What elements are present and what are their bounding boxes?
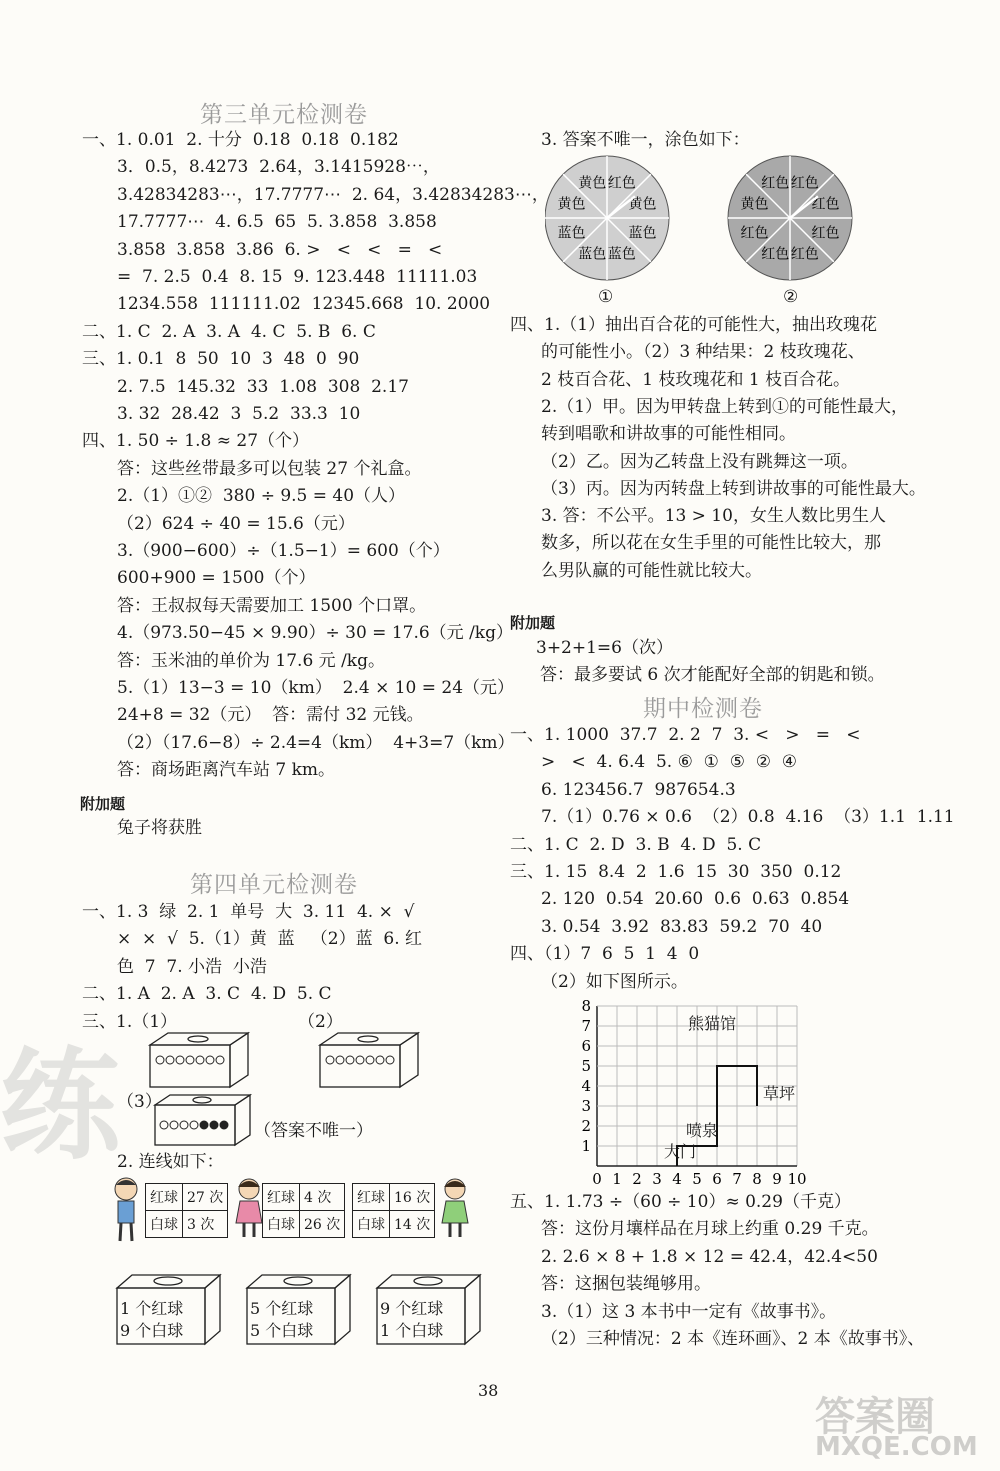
- answer-line: 2 枝百合花、1 枝玫瑰花和 1 枝百合花。: [541, 369, 851, 390]
- answer-line: 24+8 = 32（元） 答：需付 32 元钱。: [117, 705, 424, 726]
- answer-line: （2）如下图所示。: [541, 971, 688, 992]
- table-cell: 白球: [353, 1211, 390, 1238]
- table-cell: 红球: [146, 1184, 183, 1211]
- watermark-left: 练: [0, 1037, 120, 1176]
- answer-line: 三、1. 0.1 8 50 10 3 48 0 90: [82, 349, 360, 370]
- answer-line: 答：这捆包装绳够用。: [541, 1274, 711, 1295]
- table-cell: 16 次: [390, 1184, 435, 1211]
- grid-label-gate: 大门: [664, 1142, 697, 1161]
- grid-label-panda: 熊猫馆: [688, 1014, 737, 1033]
- spinner-sector-label: 黄色: [740, 196, 769, 213]
- answer-line: 三、1. 15 8.4 2 1.6 15 30 350 0.12: [510, 862, 842, 882]
- right-extra-2: 答：最多要试 6 次才能配好全部的钥匙和锁。: [540, 665, 885, 685]
- x-tick-label: 3: [652, 1170, 662, 1188]
- extra-answer: 兔子将获胜: [117, 818, 202, 838]
- spinner-1: [545, 156, 669, 280]
- answer-line: 数多，所以花在女生手里的可能性比较大，那: [541, 533, 881, 554]
- table-cell: 白球: [146, 1211, 183, 1238]
- answer-line: 三、1.（1）: [82, 1011, 178, 1032]
- x-tick-label: 7: [732, 1170, 742, 1188]
- y-tick-label: 3: [581, 1097, 591, 1115]
- answer-line: （3）丙。因为丙转盘上转到讲故事的可能性最大。: [541, 478, 926, 499]
- answer-line: 600+900 = 1500（个）: [117, 568, 316, 589]
- y-tick-label: 1: [581, 1137, 591, 1155]
- answer-line: × × √ 5.（1）黄 蓝 （2）蓝 6. 红: [117, 929, 423, 950]
- spinner-sector-label: 红色: [761, 175, 790, 192]
- answer-line: 2.（1）①② 380 ÷ 9.5 = 40（人）: [117, 486, 406, 507]
- connect-label: 2. 连线如下：: [117, 1152, 224, 1172]
- answer-line: 6. 123456.7 987654.3: [541, 779, 736, 800]
- grid-label-fountain: 喷泉: [686, 1121, 719, 1140]
- girl-figure-2: [438, 1175, 472, 1240]
- answer-line: 3. 0.54 3.92 83.83 59.2 70 40: [541, 916, 823, 937]
- box-content: 5 个红球: [250, 1299, 314, 1318]
- answer-line: 4.（973.50−45 × 9.90）÷ 30 = 17.6（元 /kg）: [117, 623, 513, 644]
- spinner-sector-label: 黄色: [578, 175, 607, 192]
- y-tick-label: 7: [581, 1017, 591, 1035]
- y-tick-label: 6: [581, 1037, 591, 1055]
- spinner-sector-label: 蓝色: [628, 225, 657, 242]
- x-tick-label: 6: [712, 1170, 722, 1188]
- x-tick-label: 2: [632, 1170, 642, 1188]
- answer-line: 一、1. 1000 37.7 2. 2 7 3. < > = <: [510, 725, 861, 745]
- table-cell: 4 次: [300, 1184, 345, 1211]
- table-cell: 红球: [353, 1184, 390, 1211]
- spinner-sector-label: 蓝色: [607, 246, 636, 263]
- x-tick-label: 1: [612, 1170, 622, 1188]
- answer-line: 五、1. 1.73 ÷（60 ÷ 10）≈ 0.29（千克）: [510, 1192, 851, 1212]
- ball-box-2: [310, 1030, 430, 1100]
- right-extra-1: 3+2+1=6（次）: [536, 638, 673, 658]
- ball-box-1: [140, 1030, 260, 1150]
- right-q3: 3. 答案不唯一，涂色如下：: [541, 130, 750, 150]
- answer-line: 3. 答：不公平。13 > 10，女生人数比男生人: [541, 506, 886, 527]
- box-content: 9 个红球: [380, 1299, 444, 1318]
- answer-line: = 7. 2.5 0.4 8. 15 9. 123.448 11111.03: [117, 267, 478, 287]
- answer-line: 四、1. 50 ÷ 1.8 ≈ 27（个）: [82, 431, 310, 452]
- answer-line: 一、1. 0.01 2. 十分 0.18 0.18 0.182: [82, 130, 399, 150]
- answer-line: 2. 120 0.54 20.60 0.6 0.63 0.854: [541, 889, 850, 910]
- answer-line: 色 7 7. 小浩 小浩: [117, 956, 267, 977]
- box-content: 5 个白球: [250, 1321, 314, 1340]
- spinner-sector-label: 红色: [740, 225, 769, 242]
- answer-line: 1234.558 111111.02 12345.668 10. 2000: [117, 294, 491, 315]
- answer-line: 四、（1）7 6 5 1 4 0: [510, 944, 700, 965]
- answer-line: 3.（900−600）÷（1.5−1）= 600（个）: [117, 541, 450, 561]
- spinner-sector-label: 黄色: [557, 196, 586, 213]
- y-tick-label: 4: [581, 1077, 591, 1095]
- x-tick-label: 9: [772, 1170, 782, 1188]
- answer-line: 5.（1）13−3 = 10（km） 2.4 × 10 = 24（元）: [117, 678, 515, 698]
- answer-line: 3.（1）这 3 本书中一定有《故事书》。: [541, 1301, 837, 1322]
- grid-label-lawn: 草坪: [763, 1084, 796, 1103]
- spinner2-label: ②: [783, 287, 799, 307]
- answer-line: 答：这些丝带最多可以包装 27 个礼盒。: [117, 458, 422, 479]
- spinner-sector-label: 红色: [811, 225, 840, 242]
- answer-line: 2.（1）甲。因为甲转盘上转到①的可能性最大，: [541, 396, 909, 417]
- spinner-diagrams: [545, 150, 875, 305]
- table-cell: 红球: [263, 1184, 300, 1211]
- x-tick-label: 4: [672, 1170, 682, 1188]
- boy-figure: [108, 1175, 144, 1245]
- answer-line: 答：商场距离汽车站 7 km。: [117, 760, 336, 781]
- answer-line: 2. 7.5 145.32 33 1.08 308 2.17: [117, 376, 409, 397]
- section-title-unit4: 第四单元检测卷: [190, 872, 358, 898]
- page-number: 38: [478, 1381, 499, 1400]
- table-cell: 3 次: [183, 1211, 228, 1238]
- girl-figure-1: [232, 1175, 266, 1240]
- section-title-midterm: 期中检测卷: [643, 696, 763, 722]
- section-title-unit3: 第三单元检测卷: [200, 102, 368, 128]
- spinner-sector-label: 蓝色: [578, 246, 607, 263]
- answer-note: （答案不唯一）: [254, 1121, 373, 1141]
- result-table-3: [352, 1183, 435, 1238]
- answer-line: 转到唱歌和讲故事的可能性相同。: [541, 424, 796, 445]
- answer-line: 3. 32 28.42 3 5.2 33.3 10: [117, 404, 361, 424]
- answer-line: （2）（17.6−8）÷ 2.4=4（km） 4+3=7（km）: [117, 732, 515, 753]
- answer-line: 17.7777⋯ 4. 6.5 65 5. 3.858 3.858: [117, 212, 437, 233]
- spinner-sector-label: 红色: [811, 196, 840, 213]
- spinner-sector-label: 红色: [607, 175, 636, 192]
- spinner-sector-label: 红色: [790, 246, 819, 263]
- x-tick-label: 8: [752, 1170, 762, 1188]
- x-tick-label: 0: [592, 1170, 602, 1188]
- watermark-logo: 答案圈: [815, 1394, 935, 1440]
- answer-line: 二、1. C 2. D 3. B 4. D 5. C: [510, 834, 762, 855]
- answer-line: （2）三种情况：2 本《连环画》、2 本《故事书》、: [541, 1329, 925, 1349]
- answer-line: 一、1. 3 绿 2. 1 单号 大 3. 11 4. × √: [82, 902, 415, 922]
- answer-line: 么男队赢的可能性就比较大。: [541, 560, 762, 581]
- answer-line: 二、1. C 2. A 3. A 4. C 5. B 6. C: [82, 321, 376, 342]
- box-label-3: （3）: [117, 1092, 162, 1112]
- answer-line: > < 4. 6.4 5. ⑥ ① ⑤ ② ④: [541, 752, 798, 773]
- y-tick-label: 2: [581, 1117, 591, 1135]
- spinner-sector-label: 黄色: [628, 196, 657, 213]
- answer-line: （2）624 ÷ 40 = 15.6（元）: [117, 513, 355, 534]
- x-tick-label: 5: [692, 1170, 702, 1188]
- box-content: 1 个红球: [120, 1299, 184, 1318]
- box-content: 9 个白球: [120, 1321, 184, 1340]
- answer-line: 答：这份月壤样品在月球上约重 0.29 千克。: [541, 1219, 879, 1240]
- box-label-2: （2）: [298, 1012, 343, 1032]
- extra-label: 附加题: [80, 795, 126, 813]
- answer-line: 3.42834283⋯，17.7777⋯ 2. 64，3.42834283⋯，: [117, 184, 549, 205]
- spinner-2: [728, 156, 852, 280]
- spinner-sector-label: 红色: [790, 175, 819, 192]
- answer-line: 四、1.（1）抽出百合花的可能性大，抽出玫瑰花: [510, 315, 878, 335]
- answer-line: 的可能性小。（2）3 种结果：2 枝玫瑰花、: [541, 342, 865, 363]
- spinner-sector-label: 蓝色: [557, 225, 586, 242]
- box-content: 1 个白球: [380, 1321, 444, 1340]
- watermark-url: MXQE.COM: [815, 1432, 978, 1462]
- x-tick-label: 10: [787, 1170, 807, 1188]
- result-table-2: [262, 1183, 345, 1238]
- result-table-1: [145, 1183, 228, 1238]
- answer-line: 二、1. A 2. A 3. C 4. D 5. C: [82, 984, 332, 1005]
- table-cell: 14 次: [390, 1211, 435, 1238]
- answer-line: 3．0.5，8.4273 2.64，3.1415928⋯，: [117, 157, 440, 178]
- spinner1-label: ①: [598, 287, 614, 307]
- answer-line: 答：王叔叔每天需要加工 1500 个口罩。: [117, 595, 427, 616]
- answer-line: （2）乙。因为乙转盘上没有跳舞这一项。: [541, 451, 858, 472]
- y-tick-label: 8: [581, 997, 591, 1015]
- answer-line: 答：玉米油的单价为 17.6 元 /kg。: [117, 650, 385, 671]
- answer-line: 7.（1）0.76 × 0.6 （2）0.8 4.16 （3）1.1 1.11: [541, 807, 955, 828]
- right-extra-label: 附加题: [510, 614, 556, 632]
- spinner-sector-label: 红色: [761, 246, 790, 263]
- table-cell: 26 次: [300, 1211, 345, 1238]
- answer-line: 2. 2.6 × 8 + 1.8 × 12 = 42.4，42.4<50: [541, 1246, 878, 1267]
- table-cell: 27 次: [183, 1184, 228, 1211]
- table-cell: 白球: [263, 1211, 300, 1238]
- y-tick-label: 5: [581, 1057, 591, 1075]
- answer-line: 3.858 3.858 3.86 6. > < < = <: [117, 239, 443, 260]
